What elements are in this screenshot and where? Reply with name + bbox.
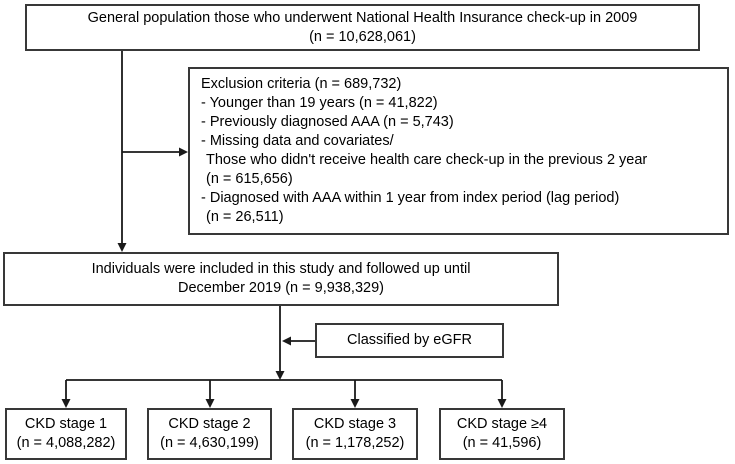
arrowhead-classifier-left (282, 337, 291, 346)
outcome-box-count: (n = 4,630,199) (160, 435, 259, 451)
exclusion-line: Exclusion criteria (n = 689,732) (201, 76, 402, 92)
arrowhead-into-ckd1 (62, 399, 71, 408)
arrowhead-into-ckd2 (206, 399, 215, 408)
exclusion-box (188, 67, 729, 235)
population-box-line1: General population those who underwent National Health Insurance check-up in 2009 (87, 9, 638, 26)
included-box-line1: Individuals were included in this study and followed up until (91, 261, 471, 277)
exclusion-line: Those who didn't receive health care check-up in the previous 2 year (206, 152, 648, 168)
outcome-box-ckd-stage-3 (292, 408, 418, 460)
outcome-box-ckd-stage-4 (439, 408, 565, 460)
classifier-box-label: Classified by eGFR (347, 332, 472, 348)
included-box (3, 252, 559, 306)
outcome-box-count: (n = 1,178,252) (305, 435, 405, 451)
arrowhead-into-exclusion (179, 148, 188, 157)
exclusion-line: - Diagnosed with AAA within 1 year from index period (lag period) (201, 190, 620, 206)
outcome-box-label: CKD stage 1 (24, 416, 108, 432)
arrowhead-into-splitter (276, 371, 285, 380)
exclusion-line: - Previously diagnosed AAA (n = 5,743) (201, 114, 454, 130)
arrowhead-into-included (118, 243, 127, 252)
classifier-box (315, 323, 504, 358)
exclusion-line: (n = 615,656) (206, 171, 293, 187)
population-box (25, 4, 700, 51)
outcome-box-label: CKD stage 2 (168, 416, 251, 432)
outcome-box-count: (n = 41,596) (462, 435, 542, 451)
exclusion-line: (n = 26,511) (206, 209, 284, 225)
arrowhead-into-ckd3 (351, 399, 360, 408)
outcome-box-label: CKD stage 3 (313, 416, 397, 432)
exclusion-line: - Missing data and covariates/ (201, 133, 394, 149)
exclusion-line: - Younger than 19 years (n = 41,822) (201, 95, 438, 111)
population-box-line2: (n = 10,628,061) (309, 28, 416, 45)
outcome-box-count: (n = 4,088,282) (16, 435, 116, 451)
outcome-box-ckd-stage-2 (147, 408, 272, 460)
included-box-line2: December 2019 (n = 9,938,329) (178, 280, 384, 296)
outcome-box-label: CKD stage ≥4 (456, 416, 548, 432)
arrowhead-into-ckd4 (498, 399, 507, 408)
outcome-box-ckd-stage-1 (5, 408, 127, 460)
